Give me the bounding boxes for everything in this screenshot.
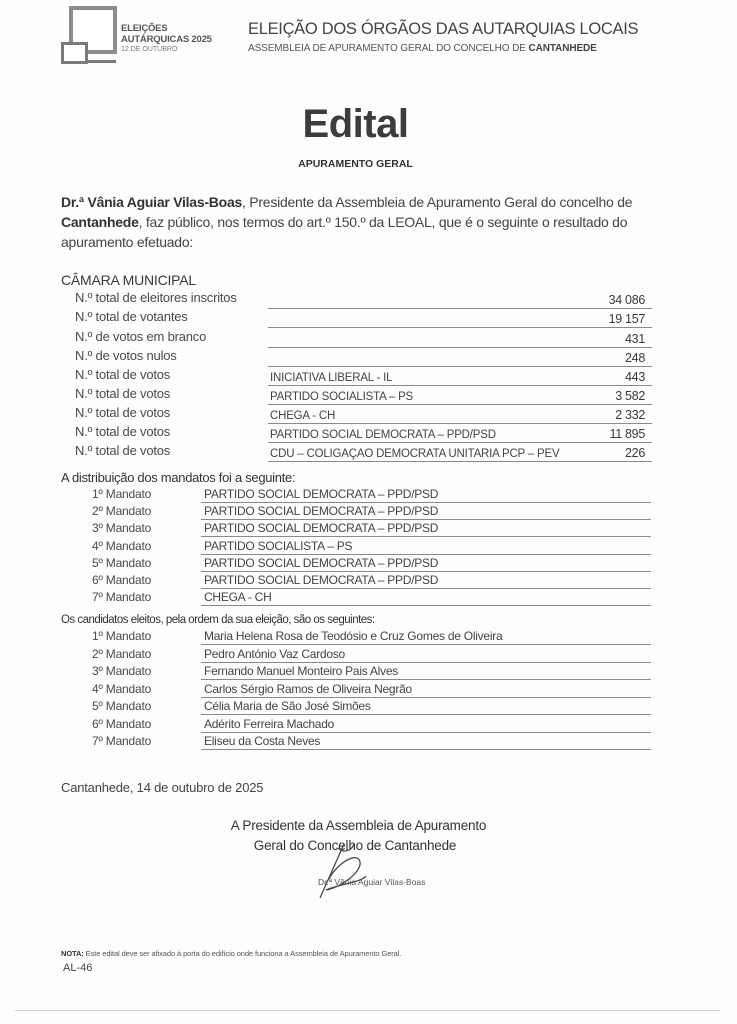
note-text: Este edital deve ser afixado à porta do edifício onde funciona a Assembleia de Apuramento Geral. [83, 949, 402, 958]
result-row [268, 347, 652, 367]
logo-small-frame [61, 42, 88, 64]
result-value: 226 [625, 446, 645, 460]
mandate-label: 5º Mandato [92, 555, 152, 570]
header-title: ELEIÇÃO DOS ÓRGÃOS DAS AUTARQUIAS LOCAIS [248, 20, 639, 38]
result-row-label: N.º total de votos [75, 367, 171, 382]
result-row [268, 404, 652, 424]
header-subtitle [248, 43, 597, 54]
mandate-label: 4º Mandato [92, 538, 152, 553]
president-title-line1: A Presidente da Assembleia de Apuramento [230, 818, 487, 833]
elected-candidate-row [201, 698, 651, 715]
signer-name: Dr.ª Vânia Aguiar Vilas-Boas [318, 877, 426, 887]
candidate-name: Fernando Manuel Monteiro Pais Alves [204, 664, 399, 678]
place-date: Cantanhede, 14 de outubro de 2025 [61, 780, 264, 795]
result-party-name: CDU – COLIGAÇAO DEMOCRATA UNITARIA PCP – PEV [270, 448, 560, 460]
result-row [268, 442, 652, 462]
president-title-line2: Geral do Concelho de Cantanhede [253, 838, 457, 853]
camara-section-title: CÂMARA MUNICIPAL [61, 272, 197, 288]
result-party-name: CHEGA - CH [270, 410, 336, 422]
result-value: 2 332 [615, 408, 645, 422]
result-party-name: PARTIDO SOCIAL DEMOCRATA – PPD/PSD [270, 429, 496, 441]
mandate-party-row [201, 589, 651, 606]
result-value: 34 086 [608, 293, 645, 307]
result-row-label: N.º total de votantes [75, 309, 188, 324]
elected-candidate-row [201, 716, 651, 733]
elected-candidate-row [201, 663, 651, 680]
result-row-label: N.º total de votos [75, 443, 171, 458]
result-row-label: N.º de votos em branco [75, 329, 207, 344]
president-name: Dr.ª Vânia Aguiar Vilas-Boas [61, 194, 243, 210]
mandate-party-row [201, 572, 651, 589]
footer-note [61, 949, 401, 958]
candidates-title: Os candidatos eleitos, pela ordem da sua eleição, são os seguintes: [61, 614, 375, 626]
distribution-title: A distribuição dos mandatos foi a seguinte: [61, 470, 296, 485]
elected-candidate-row [201, 646, 651, 663]
mandate-label: 7º Mandato [92, 734, 152, 748]
result-row [268, 328, 652, 348]
document-subtitle: APURAMENTO GERAL [298, 158, 413, 170]
header-subtitle-municipality: CANTANHEDE [528, 43, 597, 54]
candidate-name: Adérito Ferreira Machado [204, 716, 335, 731]
mandate-label: 6º Mandato [92, 573, 152, 587]
mandate-label: 2º Mandato [92, 504, 152, 519]
mandate-label: 2º Mandato [92, 646, 152, 661]
result-row [268, 423, 652, 443]
candidate-name: Maria Helena Rosa de Teodósio e Cruz Gomes de Oliveira [204, 629, 503, 643]
result-row [268, 385, 652, 405]
mandate-party-row [201, 520, 651, 537]
intro-text-2: , faz público, nos termos do art.º 150.º da LEOAL, que é o seguinte o resultado do apuramento efetuado: [61, 214, 628, 250]
candidate-name: Carlos Sérgio Ramos de Oliveira Negrão [204, 681, 412, 696]
logo-bar [86, 60, 116, 63]
result-row-label: N.º total de eleitores inscritos [75, 290, 237, 305]
mandate-party: PARTIDO SOCIAL DEMOCRATA – PPD/PSD [204, 504, 439, 519]
header-subtitle-prefix: ASSEMBLEIA DE APURAMENTO GERAL DO CONCELHO DE [248, 43, 529, 54]
mandate-label: 1º Mandato [92, 487, 152, 501]
result-row-label: N.º total de votos [75, 405, 171, 420]
logo-text-date: 12 DE OUTUBRO [121, 46, 178, 53]
mandate-party-row [201, 503, 651, 520]
mandate-party-row [201, 538, 651, 555]
mandate-label: 3º Mandato [92, 664, 152, 678]
mandate-label: 5º Mandato [92, 699, 152, 713]
mandate-party: CHEGA - CH [204, 590, 272, 605]
mandate-party: PARTIDO SOCIAL DEMOCRATA – PPD/PSD [204, 487, 439, 501]
result-party-name: PARTIDO SOCIALISTA – PS [270, 391, 414, 403]
result-value: 3 582 [615, 389, 645, 403]
result-party-name: INICIATIVA LIBERAL - IL [270, 372, 393, 384]
form-code: AL-46 [63, 962, 93, 974]
result-value: 19 157 [608, 312, 645, 326]
intro-text-1: , Presidente da Assembleia de Apuramento Geral do concelho de [242, 194, 633, 210]
intro-paragraph [61, 192, 661, 252]
logo-text-autarquicas: AUTÁRQUICAS 2025 [121, 34, 212, 45]
mandate-label: 4º Mandato [92, 681, 152, 696]
mandate-label: 6º Mandato [92, 716, 152, 731]
mandate-party: PARTIDO SOCIAL DEMOCRATA – PPD/PSD [204, 573, 439, 587]
bottom-rule [15, 1010, 720, 1011]
result-row [268, 289, 652, 309]
elected-candidate-row [201, 628, 651, 645]
result-row-label: N.º total de votos [75, 386, 171, 401]
candidate-name: Eliseu da Costa Neves [204, 734, 321, 748]
mandate-party: PARTIDO SOCIAL DEMOCRATA – PPD/PSD [204, 521, 439, 536]
elected-candidate-row [201, 733, 651, 750]
mandate-label: 3º Mandato [92, 521, 152, 536]
signature-mark [300, 840, 390, 900]
mandate-party-row [201, 555, 651, 572]
result-row [268, 308, 652, 328]
result-row [268, 366, 652, 386]
candidate-name: Célia Maria de São José Simões [204, 699, 371, 713]
result-value: 443 [625, 370, 645, 384]
logo-text-eleicoes: ELEIÇÕES [121, 23, 168, 34]
elected-candidate-row [201, 681, 651, 698]
municipality-name: Cantanhede [61, 214, 139, 230]
result-value: 431 [625, 332, 645, 346]
result-row-label: N.º total de votos [75, 424, 171, 439]
document-title: Edital [302, 102, 409, 146]
mandate-party: PARTIDO SOCIALISTA – PS [204, 538, 353, 553]
note-label: NOTA: [61, 949, 84, 958]
result-value: 11 895 [609, 427, 645, 441]
mandate-label: 1º Mandato [92, 629, 152, 643]
mandate-label: 7º Mandato [92, 590, 152, 605]
mandate-party: PARTIDO SOCIAL DEMOCRATA – PPD/PSD [204, 555, 439, 570]
result-value: 248 [625, 351, 645, 365]
mandate-party-row [201, 486, 651, 503]
result-row-label: N.º de votos nulos [75, 348, 177, 363]
candidate-name: Pedro António Vaz Cardoso [204, 646, 345, 661]
